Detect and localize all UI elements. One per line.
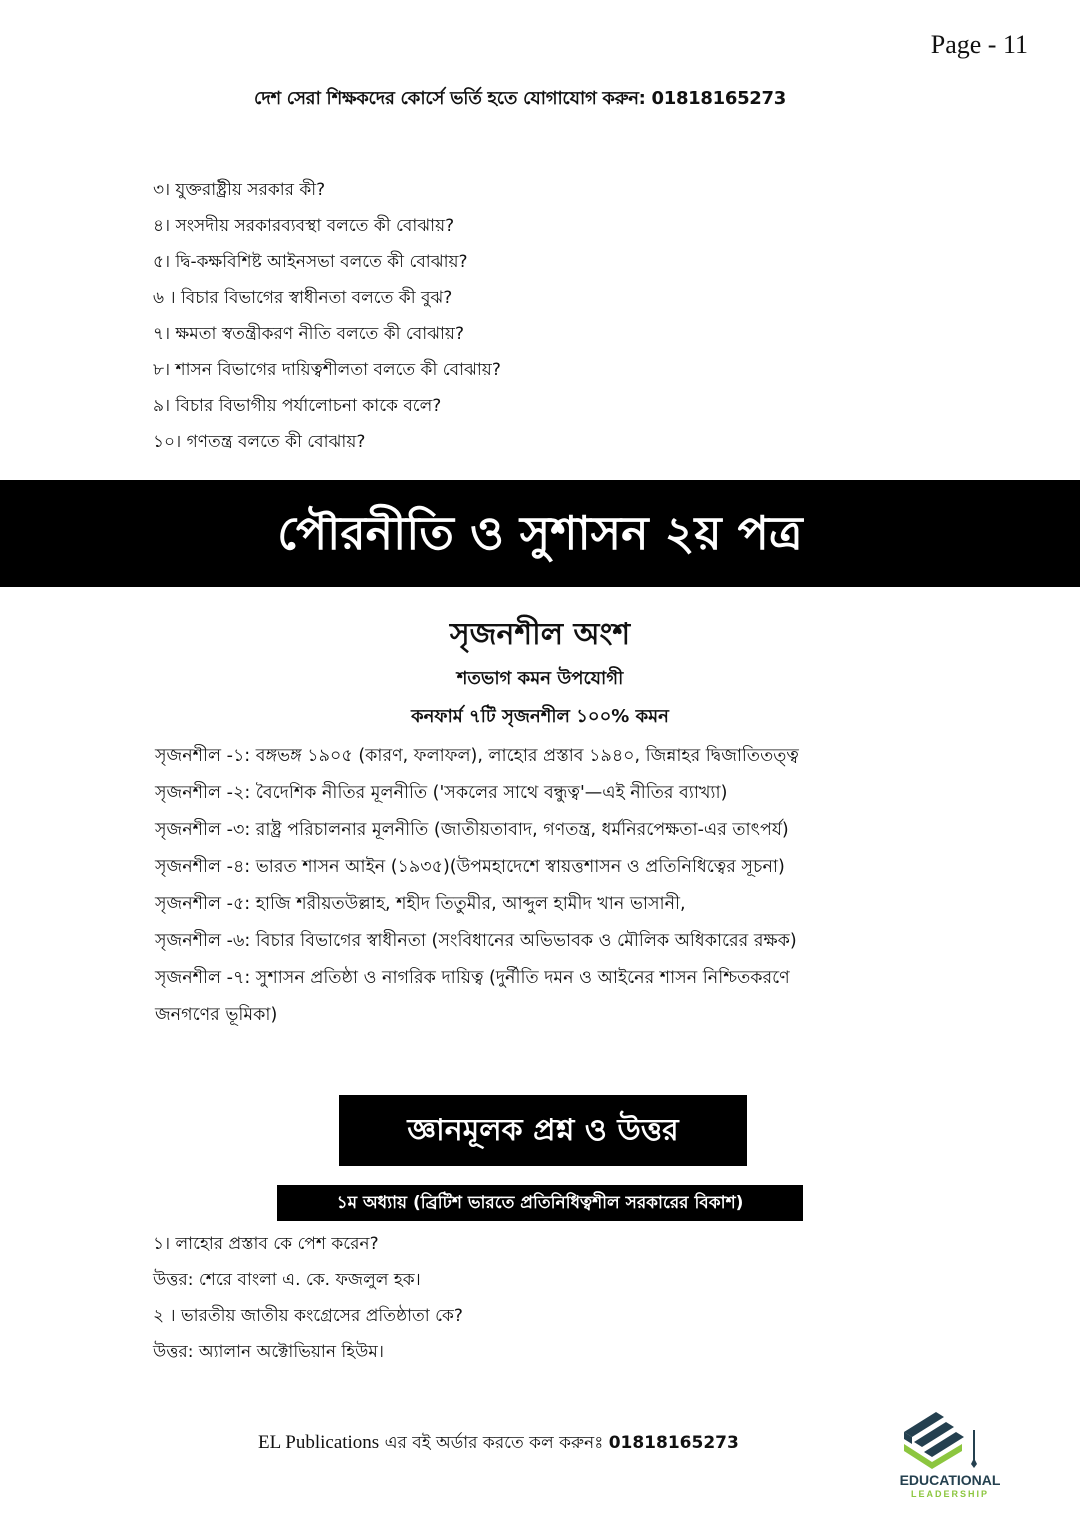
question: ১। লাহোর প্রস্তাব কে পেশ করেন? <box>153 1234 379 1254</box>
publisher-name: EL Publications <box>258 1432 380 1453</box>
creative-section-title: সৃজনশীল অংশ <box>449 617 631 652</box>
list-item: সৃজনশীল -৬: বিচার বিভাগের স্বাধীনতা (সংবিধানের অভিভাবক ও মৌলিক অধিকারের রক্ষক) <box>155 931 797 951</box>
question: ২ । ভারতীয় জাতীয় কংগ্রেসের প্রতিষ্ঠাতা কে? <box>153 1306 463 1326</box>
chapter-heading: ১ম অধ্যায় (ব্রিটিশ ভারতে প্রতিনিধিত্বশীল সরকারের বিকাশ) <box>277 1185 803 1221</box>
creative-topics-list <box>155 738 935 1034</box>
list-item: ৬ । বিচার বিভাগের স্বাধীনতা বলতে কী বুঝ? <box>153 288 453 308</box>
qa-list <box>153 1230 463 1374</box>
question-list-top <box>153 176 501 464</box>
page-number: Page - 11 <box>930 30 1028 59</box>
list-item: ৭। ক্ষমতা স্বতন্ত্রীকরণ নীতি বলতে কী বোঝায়? <box>153 324 464 344</box>
educational-leadership-logo <box>890 1408 1010 1504</box>
creative-subtitle-2: কনফার্ম ৭টি সৃজনশীল ১০০% কমন <box>411 706 669 727</box>
logo-text-educational: EDUCATIONAL <box>899 1472 1001 1488</box>
list-item: সৃজনশীল -২: বৈদেশিক নীতির মূলনীতি ('সকলের সাথে বন্ধুত্ব'—এই নীতির ব্যাখ্যা) <box>155 783 728 803</box>
answer: উত্তর: শেরে বাংলা এ. কে. ফজলুল হক। <box>153 1270 421 1290</box>
graduation-cap-logo-icon <box>890 1408 1010 1472</box>
phone-number: 01818165273 <box>608 1433 739 1453</box>
logo-text-leadership: LEADERSHIP <box>910 1489 989 1499</box>
creative-subtitle-1: শতভাগ কমন উপযোগী <box>456 668 624 689</box>
list-item: সৃজনশীল -৪: ভারত শাসন আইন (১৯৩৫)(উপমহাদেশে স্বায়ত্তশাসন ও প্রতিনিধিত্বের সূচনা) <box>155 857 785 877</box>
order-text: এর বই অর্ডার করতে কল করুনঃ <box>379 1433 609 1453</box>
list-item: সৃজনশীল -১: বঙ্গভঙ্গ ১৯০৫ (কারণ, ফলাফল), লাহোর প্রস্তাব ১৯৪০, জিন্নাহর দ্বিজাতিতত্ত্ব <box>155 746 799 766</box>
list-item: সৃজনশীল -৫: হাজি শরীয়তউল্লাহ, শহীদ তিতুমীর, আব্দুল হামীদ খান ভাসানী, <box>155 894 686 914</box>
list-item: সৃজনশীল -৩: রাষ্ট্র পরিচালনার মূলনীতি (জাতীয়তাবাদ, গণতন্ত্র, ধর্মনিরপেক্ষতা-এর তাৎপর্য) <box>155 820 789 840</box>
footer-order-line <box>258 1430 739 1458</box>
list-item: ১০। গণতন্ত্র বলতে কী বোঝায়? <box>153 432 366 452</box>
list-item: ৫। দ্বি-কক্ষবিশিষ্ট আইনসভা বলতে কী বোঝায়? <box>153 252 468 272</box>
list-item: ৯। বিচার বিভাগীয় পর্যালোচনা কাকে বলে? <box>153 396 442 416</box>
list-item: ৪। সংসদীয় সরকারব্যবস্থা বলতে কী বোঝায়? <box>153 216 455 236</box>
subject-banner: পৌরনীতি ও সুশাসন ২য় পত্র <box>0 480 1080 587</box>
list-item: ৮। শাসন বিভাগের দায়িত্বশীলতা বলতে কী বোঝায়? <box>153 360 501 380</box>
knowledge-section-title: জ্ঞানমূলক প্রশ্ন ও উত্তর <box>339 1095 747 1166</box>
list-item: ৩। যুক্তরাষ্ট্রীয় সরকার কী? <box>153 180 326 200</box>
answer: উত্তর: অ্যালান অক্টোভিয়ান হিউম। <box>153 1342 384 1362</box>
list-item: সৃজনশীল -৭: সুশাসন প্রতিষ্ঠা ও নাগরিক দায়িত্ব (দুর্নীতি দমন ও আইনের শাসন নিশ্চিতকরণে জনগণের ভূমিকা) <box>155 968 790 1025</box>
contact-line: দেশ সেরা শিক্ষকদের কোর্সে ভর্তি হতে যোগাযোগ করুন: 01818165273 <box>254 88 786 109</box>
